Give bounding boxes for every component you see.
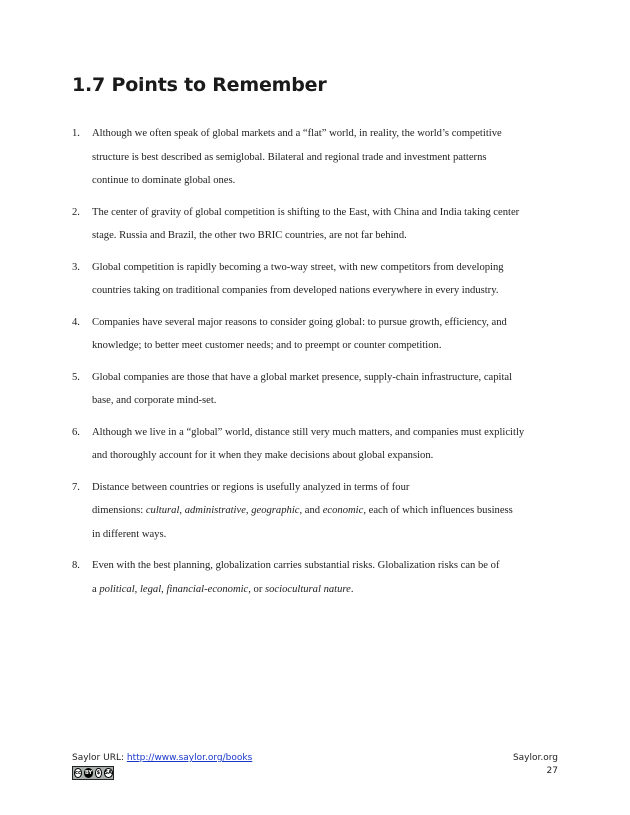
item-number: 2. — [72, 206, 80, 218]
item-number: 4. — [72, 316, 80, 328]
list-item — [72, 201, 562, 248]
item-text-line: The center of gravity of global competition is shifting to the East, with China and India taking center — [92, 206, 520, 218]
item-text-line — [92, 499, 562, 523]
item-text-line: Companies have several major reasons to consider going global: to pursue growth, efficiency, and — [92, 316, 507, 328]
emphasis-text: legal — [139, 583, 162, 595]
item-text-line: and thoroughly account for it when they make decisions about global expansion. — [92, 450, 434, 461]
footer-url-line — [72, 753, 252, 763]
list-item — [72, 366, 562, 413]
noncommercial-icon: $ — [96, 770, 101, 776]
list-item — [72, 256, 562, 303]
item-text-line — [92, 578, 562, 602]
footer-site: Saylor.org — [512, 753, 558, 763]
emphasis-text: political — [99, 583, 135, 595]
emphasis-text: administrative — [184, 505, 246, 516]
list-item — [72, 122, 562, 193]
item-text-line: Even with the best planning, globalization carries substantial risks. Globalization risks can be of — [92, 560, 500, 571]
item-text-line: base, and corporate mind-set. — [92, 395, 217, 406]
item-text-line: Global companies are those that have a global market presence, supply-chain infrastructure, capital — [92, 371, 513, 383]
text-run: , or — [248, 583, 266, 595]
text-run: . — [350, 583, 354, 595]
text-run: a — [92, 583, 100, 595]
text-run: , — [161, 583, 167, 595]
text-run: , — [134, 583, 140, 595]
text-run: , each of which influences business — [363, 505, 513, 516]
item-text-line: countries taking on traditional companies from developed nations everywhere in every industry. — [92, 285, 499, 296]
item-number: 3. — [72, 261, 80, 273]
attribution-icon: BY — [84, 770, 93, 776]
list-item — [72, 476, 562, 547]
list-item — [72, 421, 562, 468]
emphasis-text: geographic — [251, 505, 300, 516]
sharealike-icon: SA — [104, 770, 112, 776]
item-text-line: Distance between countries or regions is usefully analyzed in terms of four — [92, 481, 410, 493]
emphasis-text: financial-economic — [166, 583, 249, 595]
item-number: 1. — [72, 128, 80, 139]
page-number: 27 — [546, 766, 558, 776]
text-run: dimensions: — [92, 505, 146, 516]
item-text-line: Although we live in a “global” world, distance still very much matters, and companies must explicitly — [92, 426, 525, 438]
footer-url-label: Saylor URL: — [72, 753, 127, 763]
item-number: 6. — [72, 426, 80, 438]
item-text-line: in different ways. — [92, 528, 167, 540]
emphasis-text: cultural — [145, 505, 180, 516]
item-number: 8. — [72, 560, 80, 571]
item-text-line: structure is best described as semiglobal. Bilateral and regional trade and investment patterns — [92, 151, 487, 163]
saylor-books-link[interactable]: http://www.saylor.org/books — [126, 753, 253, 763]
text-run: , — [245, 505, 252, 516]
emphasis-text: sociocultural nature — [265, 583, 351, 595]
item-number: 5. — [72, 371, 80, 383]
section-heading: 1.7 Points to Remember — [72, 74, 327, 96]
creative-commons-license-badge[interactable] — [72, 766, 114, 780]
item-text-line: continue to dominate global ones. — [92, 175, 236, 186]
list-item — [72, 554, 562, 601]
item-text-line: Global competition is rapidly becoming a two-way street, with new competitors from developing — [92, 261, 504, 273]
page-footer — [72, 753, 558, 793]
list-item — [72, 311, 562, 358]
item-text-line: knowledge; to better meet customer needs; and to preempt or counter competition. — [92, 340, 442, 351]
cc-icon: cc — [75, 770, 81, 776]
points-list — [72, 122, 562, 609]
item-text-line: Although we often speak of global markets and a “flat” world, in reality, the world’s competitive — [92, 128, 502, 139]
item-number: 7. — [72, 481, 80, 493]
emphasis-text: economic — [322, 505, 364, 516]
text-run: , and — [299, 505, 323, 516]
text-run: , — [179, 505, 185, 516]
item-text-line: stage. Russia and Brazil, the other two BRIC countries, are not far behind. — [92, 230, 407, 241]
